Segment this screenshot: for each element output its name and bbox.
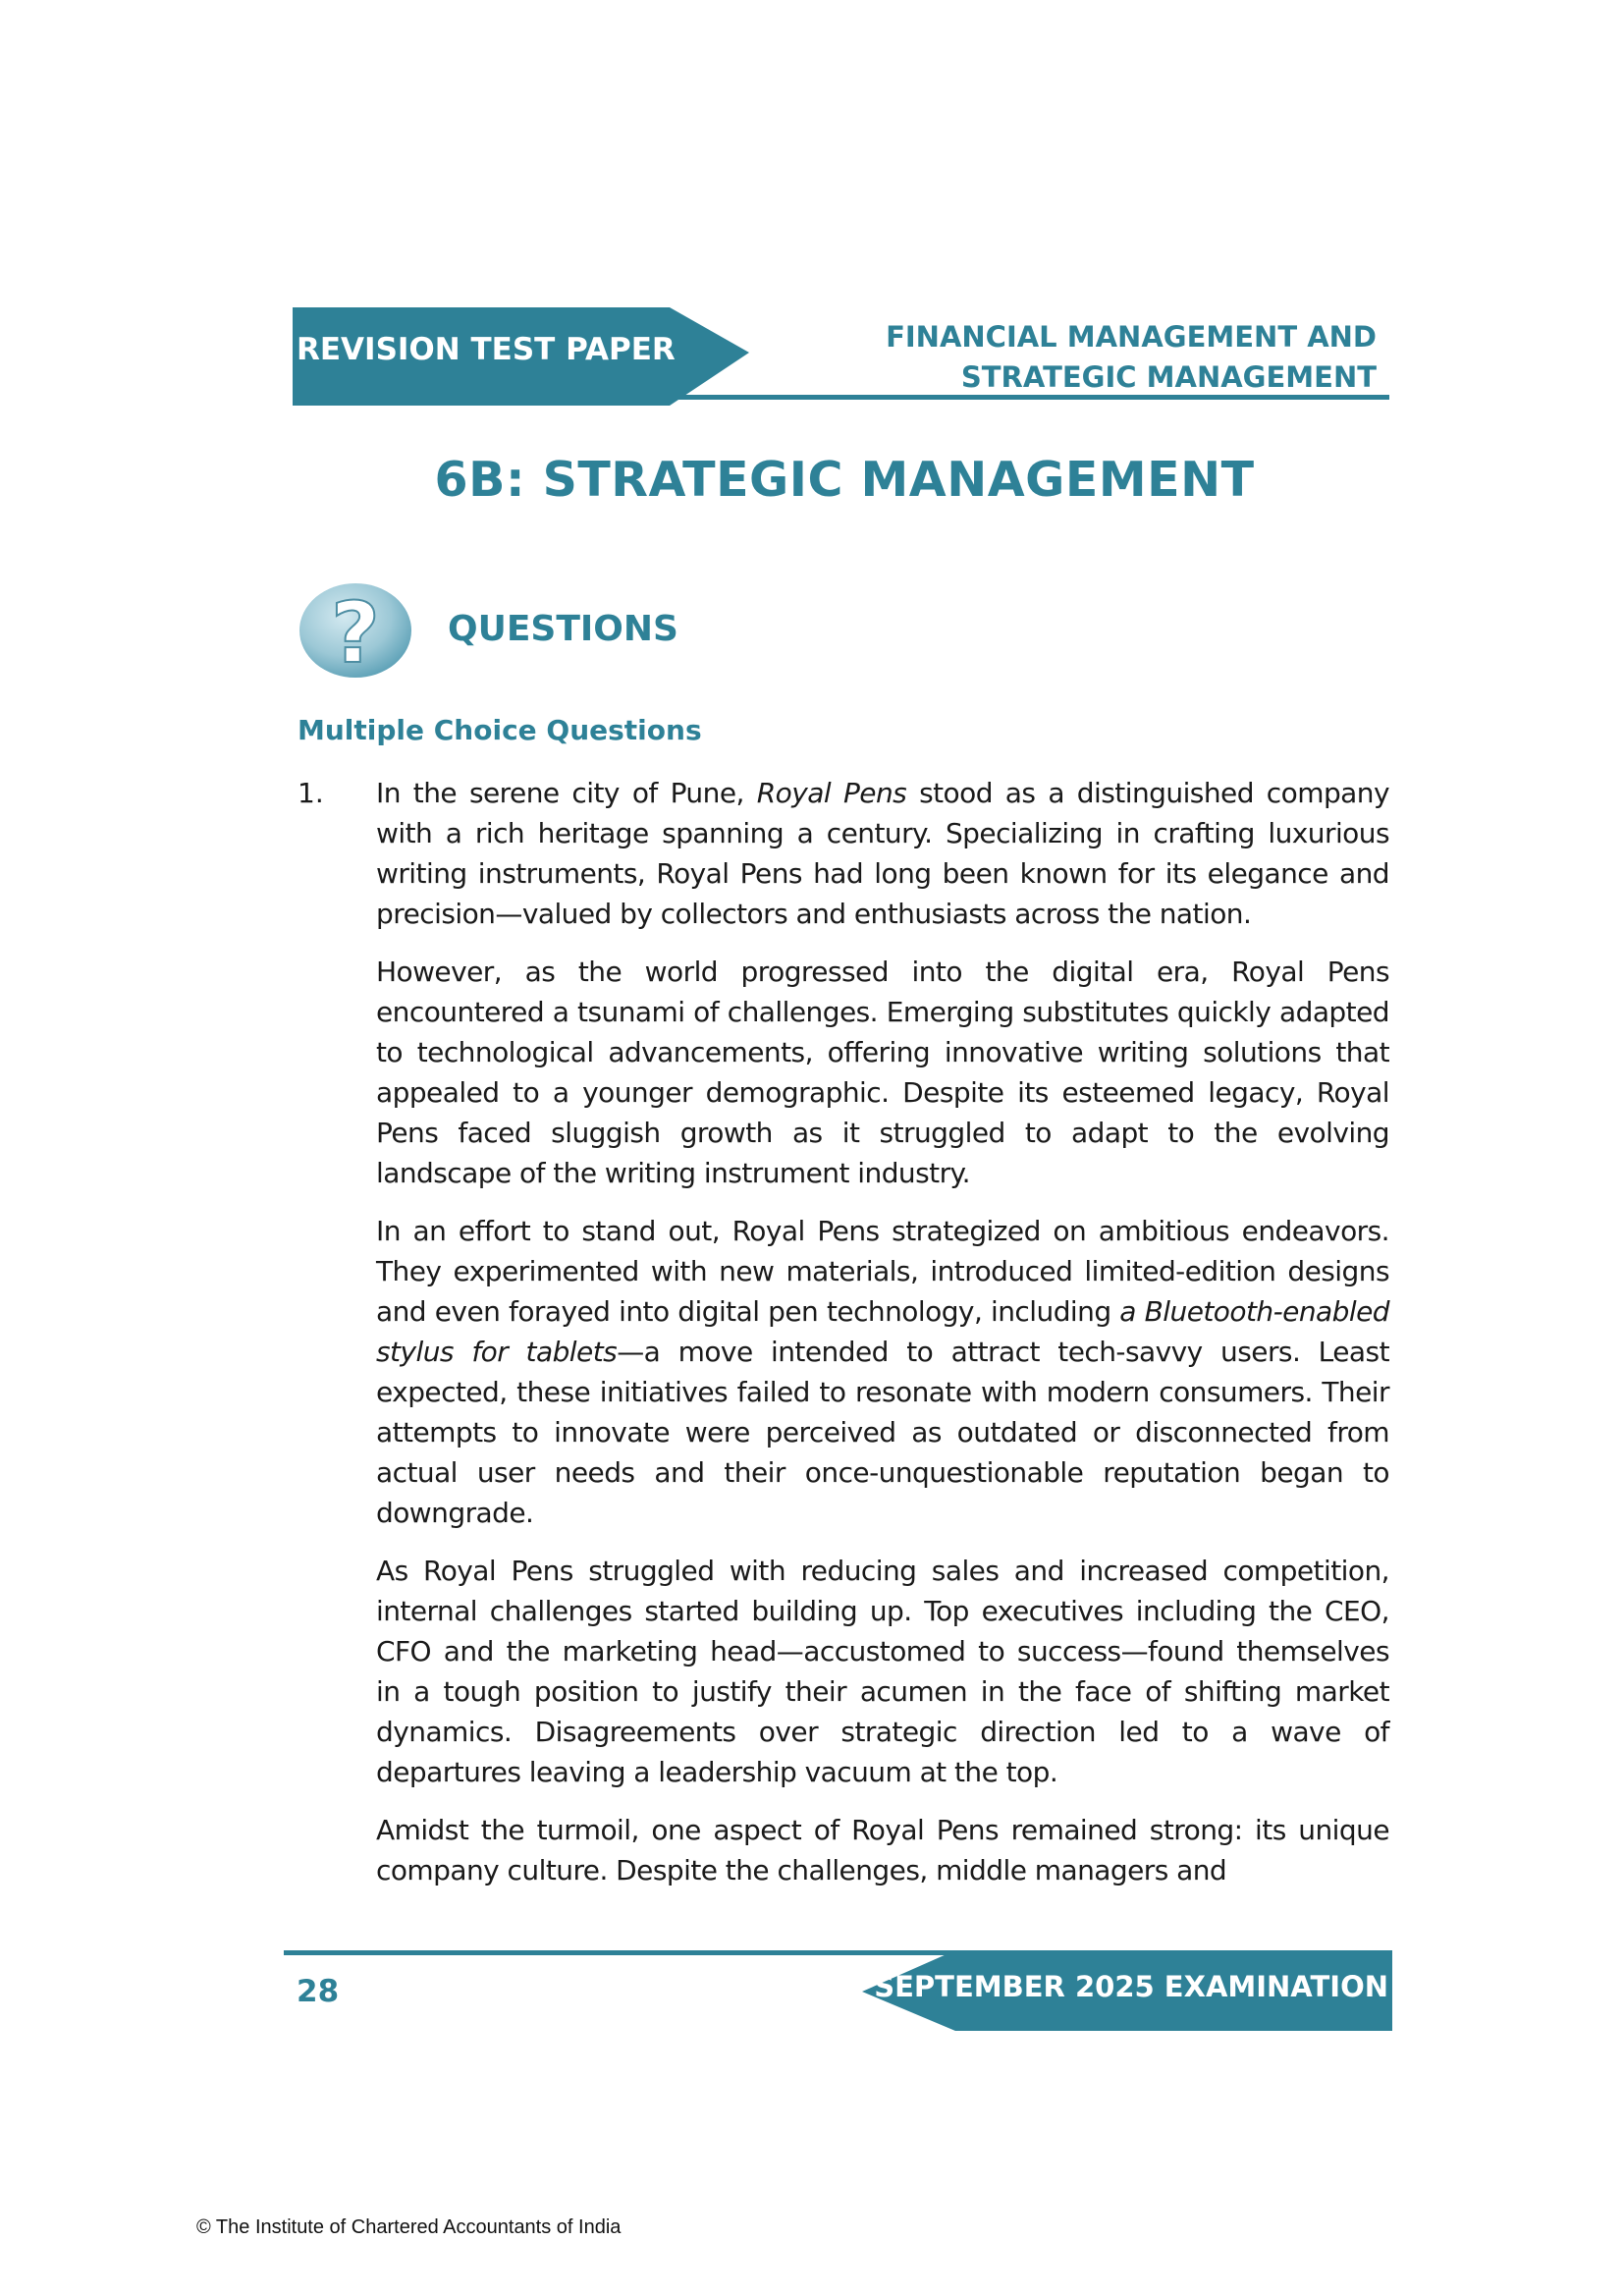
paragraph-3-text-a: In an effort to stand out, Royal Pens strategized on ambitious endeavors. They experimented with new materials, introduced limited-edition designs and even forayed into digital pen technology, including [376, 1215, 1389, 1328]
paragraph-3 [376, 1211, 1389, 1533]
question-mark-icon [298, 581, 413, 680]
header-subject [886, 317, 1377, 398]
stylus-italic: a Bluetooth-enabled stylus for tablets [376, 1295, 1389, 1368]
section-subheading: Multiple Choice Questions [298, 714, 702, 746]
svg-text:?: ? [331, 584, 380, 680]
header-left-label: REVISION TEST PAPER [297, 332, 676, 367]
footer-exam-label: SEPTEMBER 2025 EXAMINATION [874, 1970, 1388, 2003]
question-number: 1. [298, 777, 324, 809]
company-name-italic: Royal Pens [756, 777, 907, 809]
paragraph-1 [376, 773, 1389, 934]
footer-tab [862, 1950, 1392, 2031]
page-title: 6B: STRATEGIC MANAGEMENT [434, 452, 1255, 508]
paragraph-1-text-a: In the serene city of Pune, [376, 777, 757, 809]
copyright-notice: © The Institute of Chartered Accountants of India [196, 2216, 622, 2238]
paragraph-1-text-b: stood as a distinguished company with a rich heritage spanning a century. Specializing in crafting luxurious writing instruments, Royal Pens had long been known for its elegance and precision—valued by collectors and enthusiasts across the nation. [376, 777, 1389, 930]
paragraph-4: As Royal Pens struggled with reducing sales and increased competition, internal challenges started building up. Top executives including the CEO, CFO and the marketing head—accustomed to success—found themselves in a tough position to justify their acumen in the face of shifting market dynamics. Disagreements over strategic direction led to a wave of departures leaving a leadership vacuum at the top. [376, 1555, 1389, 1788]
section-heading: QUESTIONS [448, 609, 678, 649]
paragraph-3-text-b: —a move intended to attract tech-savvy users. Least expected, these initiatives failed to resonate with modern consumers. Their attempts to innovate were perceived as outdated or disconnected from actual user needs and their once-unquestionable reputation began to downgrade. [376, 1336, 1389, 1529]
paragraph-2: However, as the world progressed into the digital era, Royal Pens encountered a tsunami of challenges. Emerging substitutes quickly adapted to technological advancements, offering innovative writing solutions that appealed to a younger demographic. Despite its esteemed legacy, Royal Pens faced sluggish growth as it struggled to adapt to the evolving landscape of the writing instrument industry. [376, 956, 1389, 1189]
header-tab [293, 307, 749, 406]
page-number: 28 [297, 1974, 340, 2009]
header-subject-line-2: STRATEGIC MANAGEMENT [960, 360, 1377, 394]
question-body [376, 773, 1389, 1908]
paragraph-5: Amidst the turmoil, one aspect of Royal Pens remained strong: its unique company culture. Despite the challenges, middle managers and [376, 1814, 1389, 1886]
header-subject-line-1: FINANCIAL MANAGEMENT AND [886, 320, 1377, 354]
